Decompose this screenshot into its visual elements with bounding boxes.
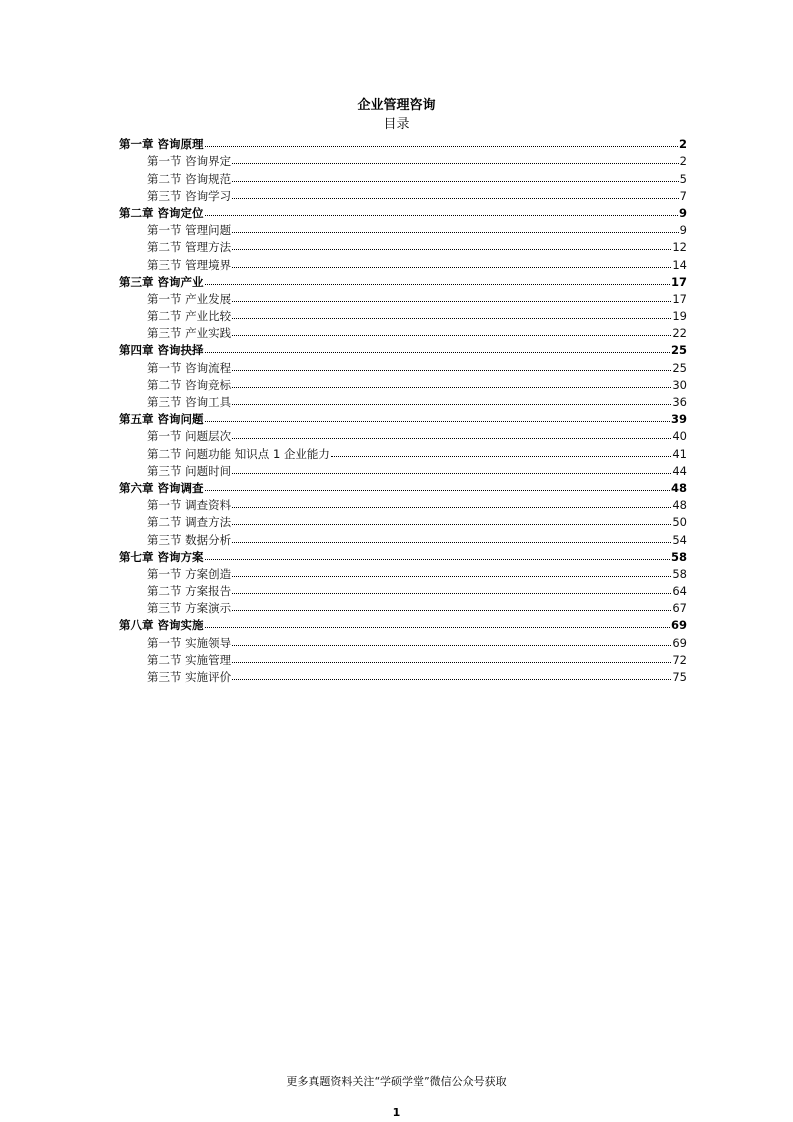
toc-section-entry[interactable] — [119, 563, 687, 580]
toc-dot-leader — [331, 456, 671, 457]
toc-entry-label: 第三节 咨询工具 — [147, 395, 232, 409]
toc-entry-page: 19 — [672, 309, 687, 324]
toc-entry-page: 39 — [670, 412, 687, 427]
toc-section-entry[interactable] — [119, 185, 687, 202]
toc-entry-page: 5 — [679, 171, 687, 186]
toc-entry-label: 第三节 管理境界 — [147, 257, 232, 272]
toc-dot-leader — [232, 370, 671, 371]
toc-dot-leader — [232, 267, 671, 268]
toc-dot-leader — [205, 284, 670, 285]
toc-chapter-entry[interactable] — [119, 271, 687, 288]
toc-entry-label: 第二节 管理方法 — [147, 240, 232, 255]
toc-section-entry[interactable] — [119, 580, 687, 597]
toc-entry-page: 72 — [672, 652, 687, 667]
toc-section-entry[interactable] — [119, 322, 687, 339]
toc-entry-page: 40 — [672, 429, 687, 444]
toc-dot-leader — [232, 438, 671, 439]
toc-entry-label: 第一章 咨询原理 — [119, 137, 204, 152]
toc-entry-page: 30 — [672, 377, 687, 392]
toc-entry-label: 第二节 调查方法 — [147, 515, 232, 530]
toc-dot-leader — [232, 473, 671, 474]
toc-entry-page: 44 — [672, 463, 687, 478]
toc-section-entry[interactable] — [119, 649, 687, 666]
toc-entry-page: 22 — [672, 326, 687, 341]
toc-dot-leader — [205, 627, 670, 628]
toc-dot-leader — [232, 507, 671, 508]
toc-section-entry[interactable] — [119, 356, 687, 373]
toc-dot-leader — [205, 146, 678, 147]
toc-dot-leader — [232, 232, 679, 233]
toc-entry-label: 第二节 咨询竞标 — [147, 377, 232, 392]
page-number: 1 — [392, 1106, 401, 1119]
toc-chapter-entry[interactable] — [119, 546, 687, 563]
toc-entry-page: 67 — [672, 601, 687, 616]
toc-entry-page: 69 — [670, 618, 687, 633]
toc-entry-page: 17 — [672, 291, 687, 306]
toc-dot-leader — [232, 542, 671, 543]
toc-entry-page: 41 — [672, 446, 687, 461]
toc-section-entry[interactable] — [119, 391, 687, 408]
toc-entry-label: 第五章 咨询问题 — [119, 412, 204, 427]
toc-entry-label: 第三节 方案演示 — [147, 601, 232, 616]
toc-entry-page: 48 — [672, 498, 687, 513]
toc-section-entry[interactable] — [119, 219, 687, 236]
toc-entry-label: 第三节 问题时间 — [147, 463, 232, 478]
toc-section-entry[interactable] — [119, 494, 687, 511]
toc-dot-leader — [205, 421, 670, 422]
toc-dot-leader — [232, 524, 671, 525]
document-title: 企业管理咨询 — [357, 98, 436, 113]
toc-dot-leader — [232, 301, 671, 302]
toc-chapter-entry[interactable] — [119, 339, 687, 356]
toc-entry-page: 58 — [670, 549, 687, 564]
toc-dot-leader — [205, 215, 678, 216]
toc-dot-leader — [232, 198, 679, 199]
toc-entry-page: 75 — [672, 670, 687, 684]
toc-dot-leader — [232, 576, 671, 577]
toc-entry-page: 64 — [672, 584, 687, 599]
toc-dot-leader — [205, 352, 670, 353]
toc-entry-label: 第二节 问题功能 知识点 1 企业能力 — [147, 446, 330, 461]
toc-dot-leader — [232, 249, 671, 250]
toc-entry-label: 第二节 方案报告 — [147, 584, 232, 599]
toc-dot-leader — [232, 645, 671, 646]
toc-entry-page: 54 — [672, 532, 687, 547]
toc-entry-page: 50 — [672, 515, 687, 530]
toc-dot-leader — [232, 679, 671, 680]
toc-section-entry[interactable] — [119, 374, 687, 391]
toc-section-entry[interactable] — [119, 442, 687, 459]
toc-dot-leader — [205, 559, 670, 560]
toc-entry-label: 第一节 咨询界定 — [147, 154, 232, 169]
toc-entry-label: 第一节 问题层次 — [147, 429, 232, 444]
toc-chapter-entry[interactable] — [119, 133, 687, 150]
toc-entry-label: 第一节 管理问题 — [147, 223, 232, 238]
toc-entry-page: 25 — [670, 343, 687, 358]
table-of-contents — [119, 133, 687, 683]
footer-note: 更多真题资料关注“学硕学堂”微信公众号获取 — [286, 1075, 507, 1088]
toc-section-entry[interactable] — [119, 631, 687, 648]
toc-section-entry[interactable] — [119, 305, 687, 322]
toc-entry-page: 14 — [672, 257, 687, 272]
toc-section-entry[interactable] — [119, 150, 687, 167]
toc-section-entry[interactable] — [119, 288, 687, 305]
toc-section-entry[interactable] — [119, 666, 687, 683]
toc-entry-page: 25 — [672, 360, 687, 375]
toc-entry-label: 第三节 数据分析 — [147, 532, 232, 547]
toc-entry-page: 2 — [678, 137, 687, 152]
toc-entry-page: 2 — [679, 154, 687, 169]
toc-entry-label: 第三节 产业实践 — [147, 326, 232, 341]
toc-entry-page: 17 — [670, 274, 687, 289]
toc-entry-label: 第一节 方案创造 — [147, 566, 232, 581]
toc-entry-label: 第三节 咨询学习 — [147, 188, 232, 203]
toc-entry-label: 第一节 实施领导 — [147, 635, 232, 650]
toc-entry-label: 第七章 咨询方案 — [119, 549, 204, 564]
toc-entry-label: 第六章 咨询调查 — [119, 480, 204, 495]
toc-entry-page: 12 — [672, 240, 687, 255]
toc-entry-page: 7 — [679, 188, 687, 203]
toc-entry-page: 69 — [672, 635, 687, 650]
toc-entry-label: 第三章 咨询产业 — [119, 274, 204, 289]
toc-entry-page: 9 — [678, 205, 687, 220]
toc-section-entry[interactable] — [119, 597, 687, 614]
toc-dot-leader — [232, 404, 671, 405]
toc-entry-label: 第二章 咨询定位 — [119, 205, 204, 220]
toc-dot-leader — [232, 163, 679, 164]
toc-dot-leader — [232, 387, 671, 388]
toc-entry-page: 36 — [672, 395, 687, 409]
toc-section-entry[interactable] — [119, 460, 687, 477]
toc-entry-label: 第二节 产业比较 — [147, 309, 232, 324]
toc-entry-label: 第八章 咨询实施 — [119, 618, 204, 633]
toc-entry-label: 第二节 实施管理 — [147, 652, 232, 667]
toc-section-entry[interactable] — [119, 528, 687, 545]
toc-entry-label: 第四章 咨询抉择 — [119, 343, 204, 358]
toc-dot-leader — [232, 610, 671, 611]
toc-section-entry[interactable] — [119, 236, 687, 253]
toc-dot-leader — [232, 181, 679, 182]
toc-dot-leader — [205, 490, 670, 491]
toc-entry-page: 48 — [670, 480, 687, 495]
toc-entry-label: 第三节 实施评价 — [147, 670, 232, 684]
toc-entry-label: 第一节 咨询流程 — [147, 360, 232, 375]
toc-section-entry[interactable] — [119, 425, 687, 442]
toc-entry-page: 9 — [679, 223, 687, 238]
toc-dot-leader — [232, 318, 671, 319]
toc-section-entry[interactable] — [119, 167, 687, 184]
toc-section-entry[interactable] — [119, 511, 687, 528]
toc-heading: 目录 — [383, 117, 410, 132]
toc-entry-label: 第一节 产业发展 — [147, 291, 232, 306]
toc-chapter-entry[interactable] — [119, 408, 687, 425]
toc-dot-leader — [232, 662, 671, 663]
toc-chapter-entry[interactable] — [119, 614, 687, 631]
toc-chapter-entry[interactable] — [119, 202, 687, 219]
toc-entry-label: 第一节 调查资料 — [147, 498, 232, 513]
toc-chapter-entry[interactable] — [119, 477, 687, 494]
toc-dot-leader — [232, 335, 671, 336]
toc-entry-label: 第二节 咨询规范 — [147, 171, 232, 186]
toc-section-entry[interactable] — [119, 253, 687, 270]
toc-entry-page: 58 — [672, 566, 687, 581]
toc-dot-leader — [232, 593, 671, 594]
